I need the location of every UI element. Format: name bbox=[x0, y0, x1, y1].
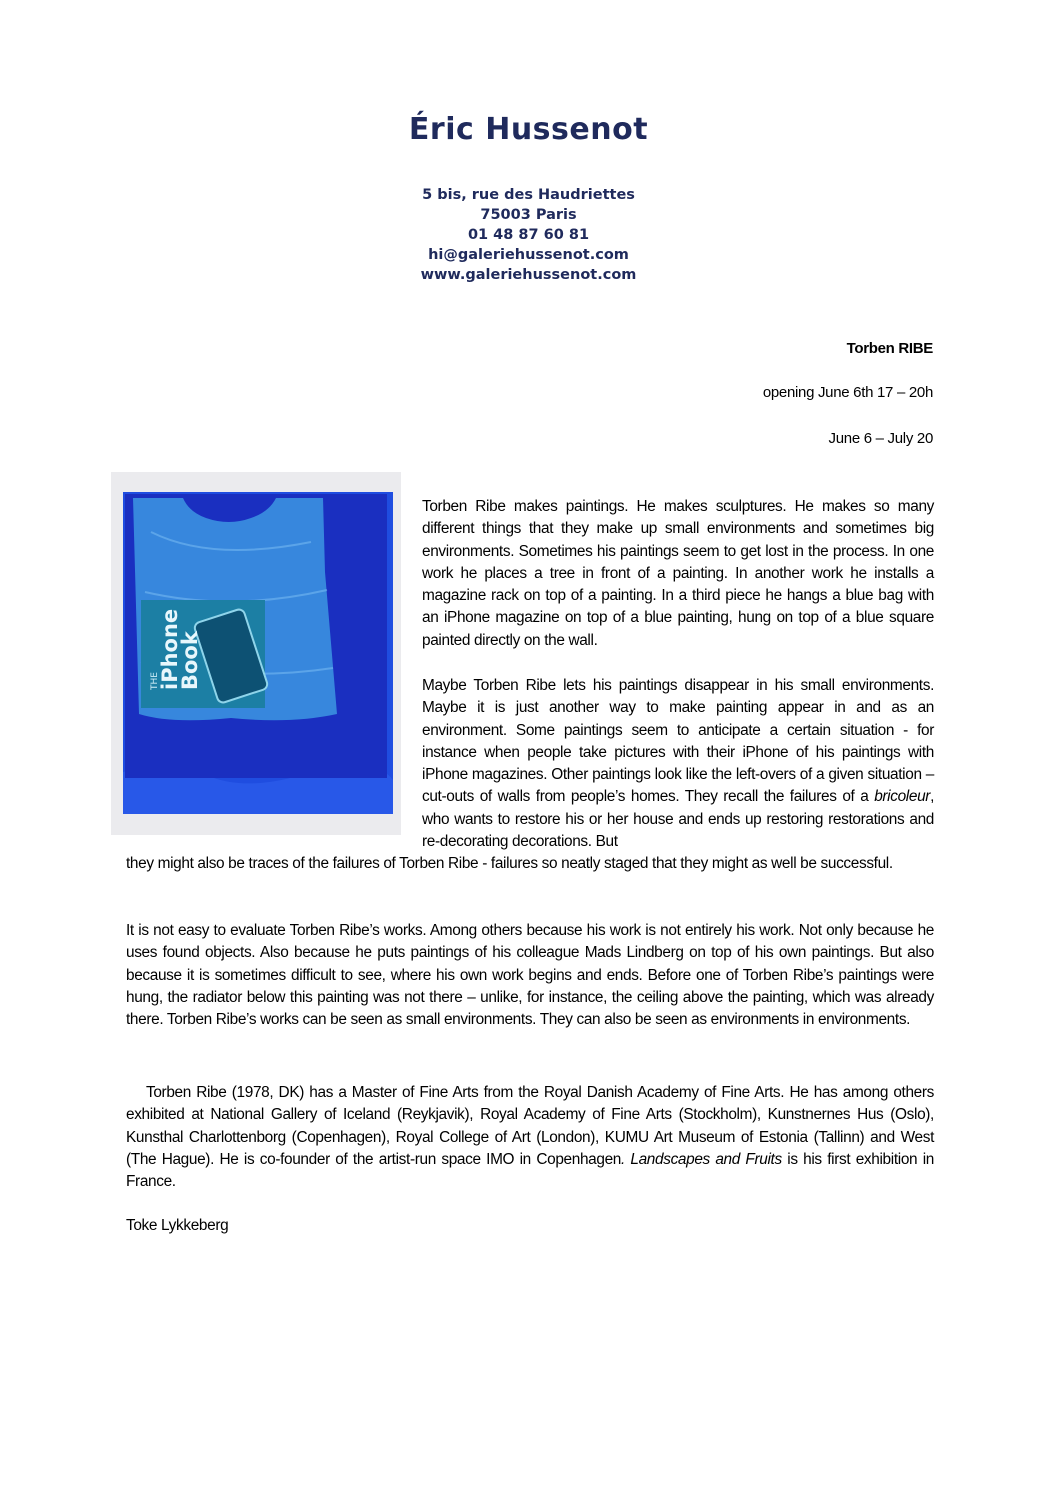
artwork-image bbox=[111, 472, 401, 835]
gallery-name: Éric Hussenot bbox=[408, 112, 649, 147]
gallery-address bbox=[0, 185, 1057, 285]
biography-text: Torben Ribe (1978, DK) has a Master of Fine Arts from the Royal Danish Academy of Fine Arts. He has among others exhibited at National Gallery of Iceland (Reykjavik), Royal Academy of Fine Arts (Stockholm), Kunstnernes Hus (Oslo), Kunsthal Charlottenborg (Copenhagen), Royal College of Art (London), KUMU Art Museum of Estonia (Tallinn) and West (The Hague). He is co-founder of the artist-run space IMO in Copenhagen bbox=[126, 1084, 934, 1168]
author-signature: Toke Lykkeberg bbox=[126, 1217, 229, 1234]
address-email[interactable]: hi@galeriehussenot.com bbox=[428, 247, 629, 263]
magazine-label-small: THE bbox=[150, 672, 160, 690]
paragraph-environments-text-end: , who wants to restore his or her house and ends up restoring restorations and re-decorating decorations. But bbox=[422, 788, 934, 851]
paragraph-environments bbox=[422, 675, 934, 853]
bricoleur-term: bricoleur bbox=[874, 788, 931, 806]
artist-name: Torben RIBE bbox=[846, 340, 933, 357]
address-website[interactable]: www.galeriehussenot.com bbox=[420, 267, 637, 283]
letterhead bbox=[0, 108, 1057, 285]
magazine-title-2: Book bbox=[178, 631, 202, 690]
artwork-illustration bbox=[111, 472, 401, 835]
exhibition-title: . Landscapes and Fruits bbox=[621, 1150, 782, 1168]
opening-time: opening June 6th 17 – 20h bbox=[762, 384, 933, 401]
exhibition-dates: June 6 – July 20 bbox=[828, 430, 933, 447]
address-phone: 01 48 87 60 81 bbox=[467, 227, 590, 243]
magazine-title-1: iPhone bbox=[158, 608, 182, 690]
biography-text-end: is his first exhibition in France. bbox=[126, 1150, 934, 1191]
paragraph-environments-text: Maybe Torben Ribe lets his paintings disappear in his small environments. Maybe it is just another way to make painting appear in and as an environment. Some paintings seem to anticipate a certain situation - for instance when people take pictures with their iPhone of his paintings with iPhone magazines. Other paintings look like the left-overs of a given situation – cut-outs of walls from people’s homes. They recall the failures of a bbox=[422, 677, 934, 806]
address-city: 75003 Paris bbox=[480, 207, 577, 223]
paragraph-intro: Torben Ribe makes paintings. He makes sculptures. He makes so many different things that they make up small environments and sometimes big environments. Sometimes his paintings seem to get lost in the process. In one work he places a tree in front of a painting. In another work he installs a magazine rack on top of a painting. In a third piece he hangs a blue bag with an iPhone magazine on top of a blue painting, hung on top of a blue square painted directly on the wall. bbox=[422, 498, 934, 649]
paragraph-biography bbox=[126, 1082, 934, 1193]
paragraph-evaluation: It is not easy to evaluate Torben Ribe’s works. Among others because his work is not entirely his work. Not only because he uses found objects. Also because he puts paintings of his colleague Mads Lindberg on top of his own paintings. But also because it is sometimes difficult to see, where his own work begins and ends. Before one of Torben Ribe’s paintings were hung, the radiator below this painting was not there – unlike, for instance, the ceiling above the painting, which was already there. Torben Ribe’s works can be seen as small environments. They can also be seen as environments in environments. bbox=[126, 922, 934, 1029]
paragraph-environments-continued: they might also be traces of the failures of Torben Ribe - failures so neatly staged that they might as well be successful. bbox=[126, 855, 893, 872]
address-street: 5 bis, rue des Haudriettes bbox=[422, 187, 635, 203]
